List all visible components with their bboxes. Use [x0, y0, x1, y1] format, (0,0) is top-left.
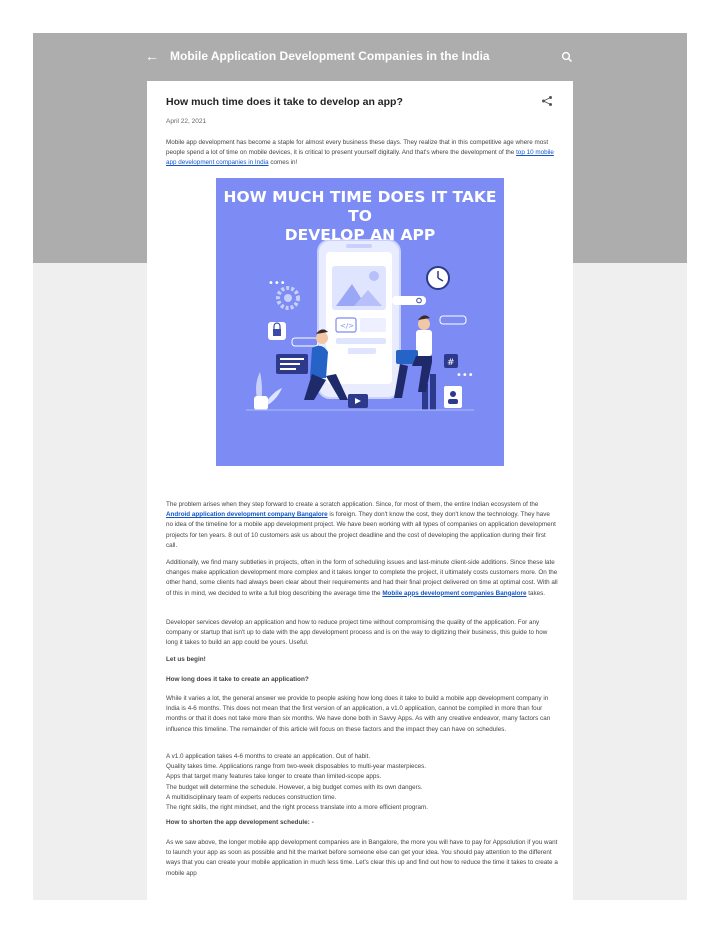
p2-text-2: takes. — [526, 589, 546, 597]
svg-text:•••: ••• — [456, 370, 474, 381]
hero-title-line-1: HOW MUCH TIME DOES IT TAKE TO — [223, 188, 497, 225]
arrow-left-icon[interactable]: ← — [145, 48, 159, 64]
how-long-heading: How long does it take to create an application? — [166, 676, 309, 683]
hero-title — [216, 188, 504, 245]
page-frame — [33, 33, 687, 900]
answer-paragraph: While it varies a lot, the general answer we provide to people asking how long does it take to build a mobile app development company in India is 4-6 months. This does not mean that the first version of an application, a v1.0 application, cannot be compiled in more than four months or that it does not take more than six months. We have done both in Savvy Apps. As with any creative endeavor, many factors can influence this timeline. The remainder of this article will focus on these factors and the impact they can have on schedules. — [166, 695, 551, 733]
facts-list — [166, 752, 558, 813]
hero-image — [216, 178, 504, 466]
post-card — [147, 81, 573, 900]
problem-paragraph — [166, 500, 558, 551]
list-item: The budget will determine the schedule. However, a big budget comes with its own dangers. — [166, 783, 423, 791]
share-icon[interactable] — [541, 95, 553, 107]
list-item: The right skills, the right mindset, and the right process translate into a more efficient program. — [166, 804, 429, 812]
svg-text:#: # — [447, 358, 455, 368]
intro-text-2: comes in! — [268, 159, 298, 167]
android-company-link[interactable]: Android application development company Bangalore — [166, 511, 328, 519]
p1-text-1: The problem arises when they step forward to create a scratch application. Since, for most of them, the entire Indian ecosystem of the — [166, 501, 539, 508]
shorten-paragraph: As we saw above, the longer mobile app development companies are in Bangalore, the more you will have to pay for Appsolution if you want to launch your app as soon as possible and hit the market before someone else can get your idea. You should pay attention to the different ways that you can create your mobile application in much less time. Let's clear this up and find out how to reduce the time it takes to create a mobile app — [166, 839, 558, 877]
intro-paragraph — [166, 138, 558, 169]
mobile-apps-companies-link[interactable]: Mobile apps development companies Bangalore — [382, 589, 527, 597]
blog-title[interactable]: Mobile Application Development Companies in the India — [170, 49, 490, 63]
list-item: Quality takes time. Applications range from two-week disposables to multi-year masterpieces. — [166, 763, 427, 771]
svg-text:•••: ••• — [268, 278, 286, 289]
hero-title-line-2: DEVELOP AN APP — [284, 226, 436, 244]
list-item: Apps that target many features take longer to create than limited-scope apps. — [166, 773, 382, 781]
list-item: A v1.0 application takes 4-6 months to create an application. Out of habit. — [166, 753, 371, 760]
search-icon[interactable] — [561, 51, 573, 63]
post-title: How much time does it take to develop an app? — [166, 96, 403, 108]
shorten-schedule-heading: How to shorten the app development schedule: - — [166, 819, 314, 826]
p2-text-1: Additionally, we find many subtleties in projects, often in the form of scheduling issues and last-minute client-side additions. Since these late changes make application development more complex and it takes longer to complete the project, it ultimately costs customers more. On the other hand, some clients had always been clear about their requirements and had their final project delivered on time at optimal cost. With all of this in mind, we decided to write a full blog describing the average time the — [166, 559, 558, 597]
top-10-companies-link[interactable]: top 10 mobile app development companies in India — [166, 149, 554, 167]
subtleties-paragraph — [166, 558, 558, 599]
post-date: April 22, 2021 — [166, 118, 207, 125]
lets-begin-heading: Let us begin! — [166, 656, 206, 663]
svg-text:</>: </> — [340, 322, 355, 330]
top-bar — [33, 43, 687, 71]
intro-text-1: Mobile app development has become a staple for almost every business these days. They realize that in this competitive age where most people spend a lot of time on mobile devices, it is critical to present yourself digitally. And that's where the development of the — [166, 139, 549, 157]
list-item: A multidisciplinary team of experts reduces construction time. — [166, 793, 337, 801]
developer-services-paragraph: Developer services develop an application and how to reduce project time without compromising the quality of the application. For any company or startup that isn't up to date with the app development process and is on the way to digitizing their business, this guide to how long it takes to build an app could be yours. Useful. — [166, 619, 548, 647]
p1-text-2: is foreign. They don't know the cost, they don't know the technology. They have no idea of the timeline for a mobile app development project. We have been working with all types of companies on application development projects for ten years. 8 out of 10 customers ask us about the project deadline and the cost of developing the application during their first call. — [166, 511, 556, 549]
